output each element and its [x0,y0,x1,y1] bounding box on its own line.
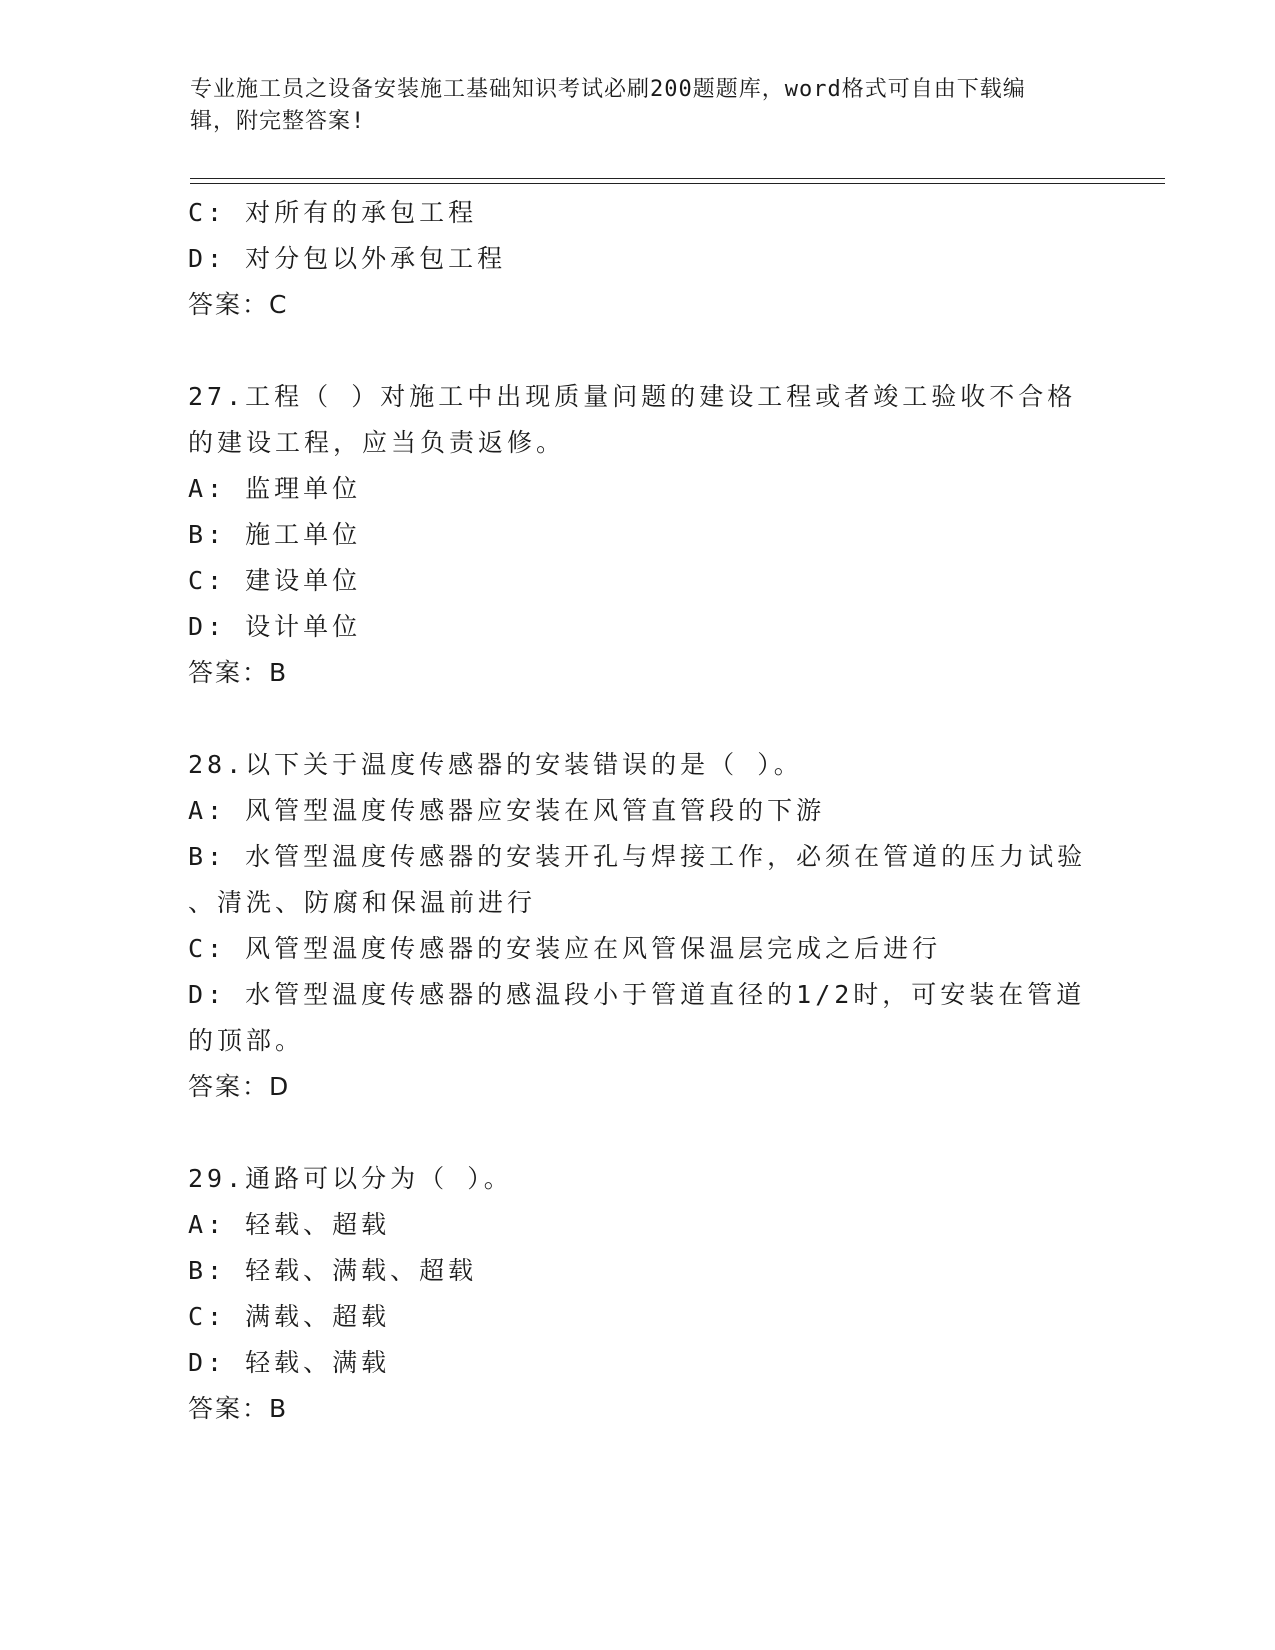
option-d: D: 对分包以外承包工程 [188,244,507,273]
question-29 [188,1156,1088,1432]
document-header: 专业施工员之设备安装施工基础知识考试必刷200题题库，word格式可自由下载编辑，附完整答案! [190,77,1026,134]
option-a: A: 监理单位 [188,474,362,503]
spacer [188,1110,1088,1156]
option-c: C: 风管型温度传感器的安装应在风管保温层完成之后进行 [188,934,942,963]
option-d: D: 轻载、满载 [188,1348,391,1377]
header-rule-top [190,178,1165,179]
option-d: D: 设计单位 [188,612,362,641]
question-stem: 27.工程（ ）对施工中出现质量问题的建设工程或者竣工验收不合格 [188,382,1077,411]
question-stem: 的建设工程，应当负责返修。 [188,428,566,457]
question-27 [188,374,1088,696]
option-c: C: 建设单位 [188,566,362,595]
spacer [188,328,1088,374]
answer-line: 答案：B [188,1394,289,1423]
option-b: B: 轻载、满载、超载 [188,1256,478,1285]
question-stem: 28.以下关于温度传感器的安装错误的是（ ）。 [188,750,803,779]
answer-line: 答案：D [188,1072,291,1101]
option-d-continued: 的顶部。 [188,1026,305,1055]
spacer [188,696,1088,742]
option-a: A: 轻载、超载 [188,1210,391,1239]
answer-line: 答案：B [188,658,289,687]
option-d: D: 水管型温度传感器的感温段小于管道直径的1/2时，可安装在管道 [188,980,1086,1009]
question-content [188,190,1088,1432]
option-c: C: 对所有的承包工程 [188,198,478,227]
question-28 [188,742,1088,1110]
option-c: C: 满载、超载 [188,1302,391,1331]
header-rule-bottom [190,183,1165,184]
option-b: B: 水管型温度传感器的安装开孔与焊接工作，必须在管道的压力试验 [188,842,1087,871]
answer-line: 答案：C [188,290,289,319]
question-26-continuation [188,190,1088,328]
question-stem: 29.通路可以分为（ ）。 [188,1164,513,1193]
option-b: B: 施工单位 [188,520,362,549]
option-b-continued: 、清洗、防腐和保温前进行 [188,888,537,917]
option-a: A: 风管型温度传感器应安装在风管直管段的下游 [188,796,826,825]
